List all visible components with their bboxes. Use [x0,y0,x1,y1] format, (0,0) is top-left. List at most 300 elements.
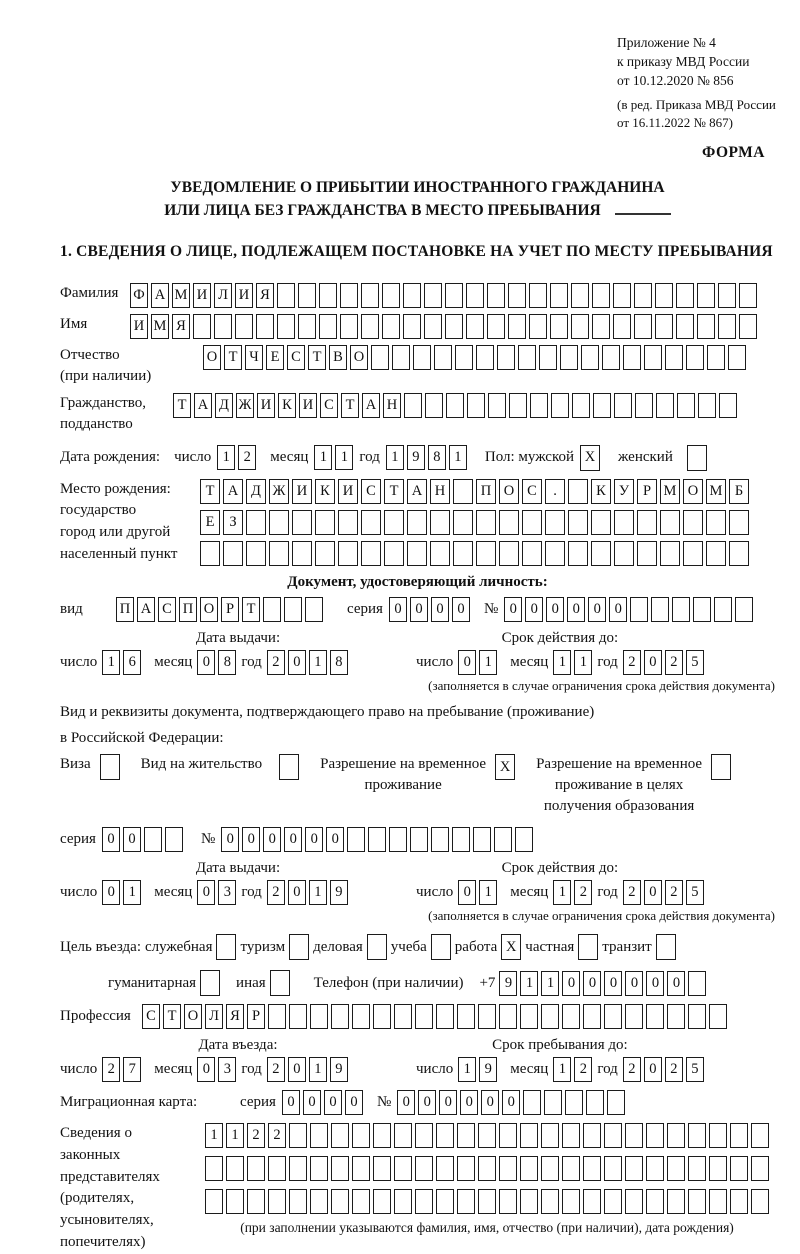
id-issue-year-box[interactable]: 2 [267,650,285,675]
patronymic-box[interactable] [371,345,389,370]
legal-rep-box[interactable] [373,1123,391,1148]
legal-rep-box[interactable] [646,1123,664,1148]
stay-month-box[interactable]: 2 [574,1057,592,1082]
legal-rep-box[interactable] [604,1156,622,1181]
birth-year-box[interactable]: 1 [386,445,404,470]
profession-box[interactable] [331,1004,349,1029]
patronymic-box[interactable] [476,345,494,370]
legal-rep-box[interactable] [499,1189,517,1214]
profession-box[interactable] [310,1004,328,1029]
citizenship-box[interactable] [614,393,632,418]
legal-rep-box[interactable] [457,1156,475,1181]
name-box[interactable] [655,314,673,339]
profession-box[interactable]: С [142,1004,160,1029]
phone-digit-box[interactable]: 0 [646,971,664,996]
birth-place-box[interactable]: М [660,479,680,504]
res-number-box[interactable]: 0 [221,827,239,852]
stay-day-box[interactable]: 1 [458,1057,476,1082]
patronymic-box[interactable] [560,345,578,370]
patronymic-box[interactable] [413,345,431,370]
mig-number-box[interactable] [544,1090,562,1115]
temp-residence-edu-checkbox[interactable] [711,754,731,780]
id-series-box[interactable]: 0 [410,597,428,622]
id-valid-year-box[interactable]: 5 [686,650,704,675]
legal-rep-box[interactable] [520,1123,538,1148]
citizenship-box[interactable]: Т [173,393,191,418]
birth-place-box[interactable]: О [499,479,519,504]
legal-rep-box[interactable] [331,1189,349,1214]
surname-box[interactable] [529,283,547,308]
birth-place-box[interactable] [706,510,726,535]
mig-number-box[interactable] [586,1090,604,1115]
birth-place-box[interactable]: Ж [269,479,289,504]
phone-digit-box[interactable] [688,971,706,996]
citizenship-box[interactable]: И [257,393,275,418]
res-valid-year-box[interactable]: 0 [644,880,662,905]
profession-box[interactable] [625,1004,643,1029]
phone-digit-box[interactable]: 0 [625,971,643,996]
name-box[interactable] [403,314,421,339]
profession-box[interactable] [667,1004,685,1029]
citizenship-box[interactable] [593,393,611,418]
birth-place-box[interactable] [522,510,542,535]
citizenship-box[interactable] [530,393,548,418]
res-issue-day-box[interactable]: 0 [102,880,120,905]
legal-rep-box[interactable] [436,1156,454,1181]
purpose-other-checkbox[interactable] [270,970,290,996]
id-number-box[interactable] [693,597,711,622]
name-box[interactable] [739,314,757,339]
id-number-box[interactable] [714,597,732,622]
birth-place-box[interactable] [545,541,565,566]
legal-rep-box[interactable] [625,1123,643,1148]
female-checkbox[interactable] [687,445,707,471]
birth-place-box[interactable] [246,510,266,535]
legal-rep-box[interactable] [730,1189,748,1214]
legal-rep-box[interactable] [415,1189,433,1214]
purpose-official-checkbox[interactable] [216,934,236,960]
birth-place-box[interactable]: И [292,479,312,504]
birth-place-box[interactable] [430,510,450,535]
res-number-box[interactable]: 0 [305,827,323,852]
legal-rep-box[interactable] [499,1156,517,1181]
surname-box[interactable] [739,283,757,308]
res-issue-month-box[interactable]: 0 [197,880,215,905]
birth-place-box[interactable]: Д [246,479,266,504]
surname-box[interactable]: И [193,283,211,308]
name-box[interactable]: Я [172,314,190,339]
res-number-box[interactable] [473,827,491,852]
legal-rep-box[interactable] [667,1156,685,1181]
legal-rep-box[interactable] [394,1156,412,1181]
legal-rep-box[interactable] [541,1123,559,1148]
surname-box[interactable] [613,283,631,308]
patronymic-box[interactable]: Т [224,345,242,370]
name-box[interactable] [613,314,631,339]
res-issue-year-box[interactable]: 9 [330,880,348,905]
name-box[interactable] [676,314,694,339]
entry-year-box[interactable]: 1 [309,1057,327,1082]
id-number-box[interactable] [735,597,753,622]
birth-place-box[interactable] [683,541,703,566]
mig-number-box[interactable]: 0 [502,1090,520,1115]
res-issue-year-box[interactable]: 1 [309,880,327,905]
legal-rep-box[interactable]: 2 [268,1123,286,1148]
citizenship-box[interactable]: А [362,393,380,418]
patronymic-box[interactable] [497,345,515,370]
patronymic-box[interactable] [623,345,641,370]
profession-box[interactable]: Я [226,1004,244,1029]
phone-digit-box[interactable]: 1 [541,971,559,996]
citizenship-box[interactable] [656,393,674,418]
legal-rep-box[interactable] [289,1123,307,1148]
legal-rep-box[interactable] [226,1156,244,1181]
birth-place-box[interactable] [384,510,404,535]
citizenship-box[interactable] [719,393,737,418]
name-box[interactable]: М [151,314,169,339]
birth-year-box[interactable]: 9 [407,445,425,470]
surname-box[interactable] [634,283,652,308]
name-box[interactable] [487,314,505,339]
birth-place-box[interactable] [292,541,312,566]
profession-box[interactable] [436,1004,454,1029]
surname-box[interactable] [382,283,400,308]
patronymic-box[interactable] [665,345,683,370]
res-issue-year-box[interactable]: 2 [267,880,285,905]
legal-rep-box[interactable] [583,1123,601,1148]
profession-box[interactable] [709,1004,727,1029]
name-box[interactable] [193,314,211,339]
citizenship-box[interactable] [467,393,485,418]
res-number-box[interactable] [410,827,428,852]
surname-box[interactable] [676,283,694,308]
birth-place-box[interactable] [591,510,611,535]
profession-box[interactable] [604,1004,622,1029]
id-issue-month-box[interactable]: 8 [218,650,236,675]
res-number-box[interactable]: 0 [263,827,281,852]
mig-series-box[interactable]: 0 [282,1090,300,1115]
birth-place-box[interactable]: Т [200,479,220,504]
birth-month-box[interactable]: 1 [314,445,332,470]
phone-digit-box[interactable]: 0 [604,971,622,996]
citizenship-box[interactable] [446,393,464,418]
surname-box[interactable] [655,283,673,308]
doc-type-box[interactable]: С [158,597,176,622]
legal-rep-box[interactable] [730,1156,748,1181]
patronymic-box[interactable]: Т [308,345,326,370]
legal-rep-box[interactable] [289,1189,307,1214]
res-number-box[interactable] [452,827,470,852]
legal-rep-box[interactable] [541,1189,559,1214]
name-box[interactable] [571,314,589,339]
purpose-work-checkbox[interactable]: X [501,934,521,960]
legal-rep-box[interactable] [688,1156,706,1181]
phone-digit-box[interactable]: 0 [583,971,601,996]
doc-type-box[interactable]: А [137,597,155,622]
birth-place-box[interactable]: Н [430,479,450,504]
res-number-box[interactable] [389,827,407,852]
birth-place-box[interactable] [614,541,634,566]
visa-checkbox[interactable] [100,754,120,780]
surname-box[interactable] [508,283,526,308]
patronymic-box[interactable] [644,345,662,370]
birth-place-box[interactable] [476,510,496,535]
legal-rep-box[interactable] [709,1123,727,1148]
legal-rep-box[interactable] [520,1189,538,1214]
mig-number-box[interactable]: 0 [418,1090,436,1115]
birth-place-box[interactable]: О [683,479,703,504]
legal-rep-box[interactable] [709,1189,727,1214]
legal-rep-box[interactable] [562,1156,580,1181]
id-issue-day-box[interactable]: 1 [102,650,120,675]
birth-place-box[interactable] [499,510,519,535]
legal-rep-box[interactable] [457,1123,475,1148]
profession-box[interactable]: Л [205,1004,223,1029]
id-issue-year-box[interactable]: 0 [288,650,306,675]
purpose-tourism-checkbox[interactable] [289,934,309,960]
patronymic-box[interactable] [392,345,410,370]
entry-day-box[interactable]: 7 [123,1057,141,1082]
doc-type-box[interactable] [305,597,323,622]
birth-place-box[interactable]: А [407,479,427,504]
birth-place-box[interactable] [568,479,588,504]
name-box[interactable] [508,314,526,339]
legal-rep-box[interactable] [562,1189,580,1214]
legal-rep-box[interactable] [604,1123,622,1148]
doc-type-box[interactable] [263,597,281,622]
mig-number-box[interactable] [565,1090,583,1115]
name-box[interactable] [235,314,253,339]
surname-box[interactable] [718,283,736,308]
surname-box[interactable]: Л [214,283,232,308]
birth-place-box[interactable] [292,510,312,535]
legal-rep-box[interactable] [751,1156,769,1181]
legal-rep-box[interactable] [457,1189,475,1214]
birth-place-box[interactable] [407,510,427,535]
surname-box[interactable]: Ф [130,283,148,308]
patronymic-box[interactable] [455,345,473,370]
stay-year-box[interactable]: 2 [623,1057,641,1082]
legal-rep-box[interactable] [625,1189,643,1214]
legal-rep-box[interactable] [373,1156,391,1181]
legal-rep-box[interactable] [667,1123,685,1148]
legal-rep-box[interactable] [499,1123,517,1148]
id-series-box[interactable]: 0 [431,597,449,622]
doc-type-box[interactable] [284,597,302,622]
profession-box[interactable] [562,1004,580,1029]
purpose-business-checkbox[interactable] [367,934,387,960]
birth-place-box[interactable] [315,510,335,535]
id-number-box[interactable]: 0 [567,597,585,622]
citizenship-box[interactable] [677,393,695,418]
citizenship-box[interactable]: И [299,393,317,418]
mig-series-box[interactable]: 0 [324,1090,342,1115]
patronymic-box[interactable] [539,345,557,370]
legal-rep-box[interactable] [520,1156,538,1181]
legal-rep-box[interactable] [331,1156,349,1181]
legal-rep-box[interactable] [541,1156,559,1181]
citizenship-box[interactable]: С [320,393,338,418]
legal-rep-box[interactable] [667,1189,685,1214]
res-valid-day-box[interactable]: 1 [479,880,497,905]
patronymic-box[interactable] [518,345,536,370]
birth-place-box[interactable] [223,541,243,566]
profession-box[interactable] [415,1004,433,1029]
legal-rep-box[interactable] [205,1189,223,1214]
entry-year-box[interactable]: 2 [267,1057,285,1082]
entry-day-box[interactable]: 2 [102,1057,120,1082]
legal-rep-box[interactable] [415,1156,433,1181]
surname-box[interactable] [319,283,337,308]
birth-place-box[interactable] [361,510,381,535]
legal-rep-box[interactable] [247,1156,265,1181]
birth-place-box[interactable] [407,541,427,566]
id-number-box[interactable] [672,597,690,622]
surname-box[interactable] [277,283,295,308]
birth-place-box[interactable] [545,510,565,535]
birth-place-box[interactable] [453,510,473,535]
id-number-box[interactable]: 0 [525,597,543,622]
stay-year-box[interactable]: 2 [665,1057,683,1082]
profession-box[interactable] [688,1004,706,1029]
profession-box[interactable]: Т [163,1004,181,1029]
legal-rep-box[interactable] [394,1189,412,1214]
name-box[interactable] [319,314,337,339]
legal-rep-box[interactable] [751,1123,769,1148]
citizenship-box[interactable]: К [278,393,296,418]
patronymic-box[interactable]: О [350,345,368,370]
birth-place-box[interactable] [591,541,611,566]
patronymic-box[interactable]: О [203,345,221,370]
res-series-box[interactable]: 0 [102,827,120,852]
doc-type-box[interactable]: Т [242,597,260,622]
birth-place-box[interactable] [338,541,358,566]
birth-place-box[interactable] [246,541,266,566]
profession-box[interactable] [583,1004,601,1029]
res-valid-year-box[interactable]: 5 [686,880,704,905]
legal-rep-box[interactable] [352,1156,370,1181]
surname-box[interactable] [298,283,316,308]
name-box[interactable] [277,314,295,339]
citizenship-box[interactable]: А [194,393,212,418]
legal-rep-box[interactable] [268,1156,286,1181]
doc-type-box[interactable]: О [200,597,218,622]
birth-place-box[interactable] [637,510,657,535]
birth-day-box[interactable]: 2 [238,445,256,470]
id-issue-day-box[interactable]: 6 [123,650,141,675]
birth-place-box[interactable] [729,510,749,535]
legal-rep-box[interactable] [583,1189,601,1214]
legal-rep-box[interactable] [373,1189,391,1214]
entry-month-box[interactable]: 3 [218,1057,236,1082]
phone-digit-box[interactable]: 9 [499,971,517,996]
legal-rep-box[interactable]: 1 [226,1123,244,1148]
patronymic-box[interactable] [581,345,599,370]
id-valid-year-box[interactable]: 2 [623,650,641,675]
id-number-box[interactable]: 0 [609,597,627,622]
stay-day-box[interactable]: 9 [479,1057,497,1082]
male-checkbox[interactable]: X [580,445,600,471]
doc-type-box[interactable]: П [116,597,134,622]
citizenship-box[interactable] [425,393,443,418]
mig-series-box[interactable]: 0 [303,1090,321,1115]
birth-place-box[interactable] [568,541,588,566]
birth-year-box[interactable]: 8 [428,445,446,470]
birth-place-box[interactable]: Б [729,479,749,504]
patronymic-box[interactable] [707,345,725,370]
legal-rep-box[interactable] [478,1156,496,1181]
birth-place-box[interactable]: С [522,479,542,504]
birth-month-box[interactable]: 1 [335,445,353,470]
profession-box[interactable] [478,1004,496,1029]
legal-rep-box[interactable] [310,1189,328,1214]
id-number-box[interactable] [651,597,669,622]
profession-box[interactable] [541,1004,559,1029]
entry-year-box[interactable]: 9 [330,1057,348,1082]
birth-place-box[interactable] [384,541,404,566]
res-number-box[interactable] [431,827,449,852]
res-series-box[interactable] [165,827,183,852]
legal-rep-box[interactable] [415,1123,433,1148]
birth-place-box[interactable]: А [223,479,243,504]
birth-place-box[interactable] [269,510,289,535]
stay-month-box[interactable]: 1 [553,1057,571,1082]
citizenship-box[interactable] [698,393,716,418]
name-box[interactable] [445,314,463,339]
birth-place-box[interactable] [453,479,473,504]
name-box[interactable] [592,314,610,339]
id-number-box[interactable]: 0 [588,597,606,622]
legal-rep-box[interactable] [583,1156,601,1181]
res-number-box[interactable]: 0 [242,827,260,852]
name-box[interactable] [214,314,232,339]
birth-place-box[interactable]: П [476,479,496,504]
surname-box[interactable] [592,283,610,308]
birth-place-box[interactable]: Е [200,510,220,535]
name-box[interactable] [256,314,274,339]
profession-box[interactable] [394,1004,412,1029]
legal-rep-box[interactable] [646,1156,664,1181]
patronymic-box[interactable]: В [329,345,347,370]
name-box[interactable] [550,314,568,339]
legal-rep-box[interactable] [478,1189,496,1214]
purpose-private-checkbox[interactable] [578,934,598,960]
legal-rep-box[interactable] [688,1123,706,1148]
name-box[interactable] [718,314,736,339]
birth-place-box[interactable] [430,541,450,566]
birth-place-box[interactable] [522,541,542,566]
birth-place-box[interactable]: И [338,479,358,504]
patronymic-box[interactable] [686,345,704,370]
entry-year-box[interactable]: 0 [288,1057,306,1082]
profession-box[interactable] [352,1004,370,1029]
surname-box[interactable] [571,283,589,308]
legal-rep-box[interactable] [709,1156,727,1181]
birth-place-box[interactable]: З [223,510,243,535]
birth-year-box[interactable]: 1 [449,445,467,470]
res-issue-year-box[interactable]: 0 [288,880,306,905]
surname-box[interactable] [403,283,421,308]
birth-place-box[interactable]: Т [384,479,404,504]
birth-place-box[interactable] [683,510,703,535]
citizenship-box[interactable] [509,393,527,418]
name-box[interactable] [382,314,400,339]
birth-place-box[interactable]: К [315,479,335,504]
birth-place-box[interactable] [338,510,358,535]
birth-place-box[interactable] [614,510,634,535]
id-number-box[interactable]: 0 [546,597,564,622]
name-box[interactable] [634,314,652,339]
